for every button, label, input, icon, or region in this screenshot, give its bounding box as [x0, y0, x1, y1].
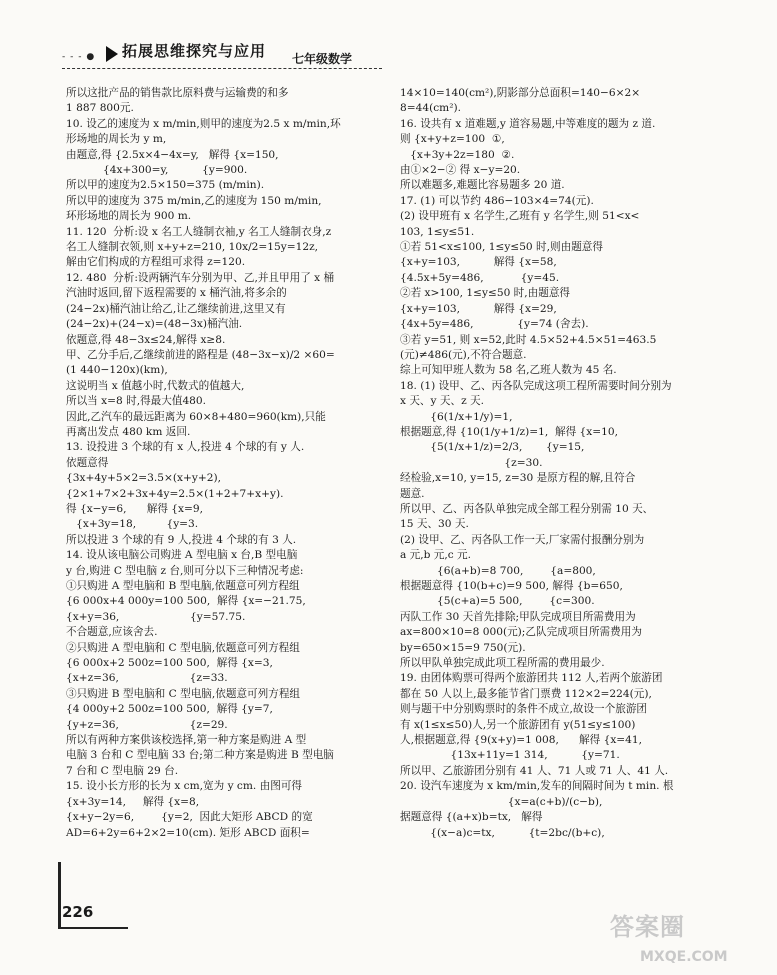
- text-line: 题意.: [400, 487, 425, 500]
- text-line: {6 000x+4 000y=100 500, 解得 {x=−21.75,: [66, 595, 306, 608]
- text-line: {3x+4y+5×2=3.5×(x+y+2),: [66, 472, 221, 485]
- text-line: (1 440−120x)(km),: [66, 364, 168, 377]
- text-line: {6(a+b)=8 700, {a=800,: [400, 564, 596, 577]
- grade-label: 七年级数学: [292, 52, 353, 66]
- text-line: 丙队工作 30 天首先排除;甲队完成项目所需费用为: [400, 610, 636, 623]
- text-line: {2×1+7×2+3x+4y=2.5×(1+2+7+x+y).: [66, 487, 284, 500]
- text-line: 所以当 x=8 时,得最大值480.: [66, 395, 207, 408]
- text-line: 则 {x+y+z=100 ①,: [400, 133, 505, 146]
- text-line: 所以投进 3 个球的有 9 人,投进 4 个球的有 3 人.: [66, 533, 297, 546]
- text-line: 人,根据题意,得 {9(x+y)=1 008, 解得 {x=41,: [400, 734, 643, 747]
- page-header: [62, 38, 382, 78]
- text-line: 13. 设投进 3 个球的有 x 人,投进 4 个球的有 y 人.: [66, 441, 305, 454]
- text-line: 18. (1) 设甲、乙、丙各队完成这项工程所需要时间分别为: [400, 379, 672, 392]
- text-line: {x+3y+2z=180 ②.: [400, 148, 515, 161]
- text-line: 10. 设乙的速度为 x m/min,则甲的速度为2.5 x m/min,环: [66, 117, 341, 130]
- header-rule: [62, 68, 382, 69]
- text-line: 所以难题多,难题比容易题多 20 道.: [400, 179, 565, 192]
- text-line: 形场地的周长为 y m,: [66, 133, 167, 146]
- text-line: ③若 y=51, 则 x=52,此时 4.5×52+4.5×51=463.5: [400, 333, 657, 346]
- text-line: 依题意,得 48−3x≤24,解得 x≥8.: [66, 333, 226, 346]
- text-line: ①若 51<x≤100, 1≤y≤50 时,则由题意得: [400, 241, 603, 254]
- text-line: 15. 设小长方形的长为 x cm,宽为 y cm. 由图可得: [66, 780, 303, 793]
- text-line: 14×10=140(cm²),阴影部分总面积=140−6×2×: [400, 87, 641, 99]
- watermark-url: MXQE.COM: [640, 949, 728, 965]
- text-line: y 台,购进 C 型电脑 z 台,则可分以下三种情况考虑:: [66, 564, 304, 577]
- text-line: {13x+11y=1 314, {y=71.: [400, 749, 620, 762]
- text-line: 1 887 800元.: [66, 102, 134, 115]
- text-line: AD=6+2y=6+2×2=10(cm). 矩形 ABCD 面积=: [66, 826, 310, 839]
- header-dots: - - - ●: [62, 52, 96, 62]
- series-title: 拓展思维探究与应用: [122, 42, 267, 60]
- text-line: {4 000y+2 500z=100 500, 解得 {y=7,: [66, 703, 273, 716]
- text-line: {5(c+a)=5 500, {c=300.: [400, 595, 595, 608]
- text-line: 由①×2−② 得 x−y=20.: [400, 164, 521, 177]
- text-line: {z=30.: [400, 456, 543, 469]
- text-line: 所以有两种方案供该校选择,第一种方案是购进 A 型: [66, 734, 307, 747]
- text-line: {4x+300=y, {y=900.: [66, 164, 248, 177]
- text-line: 所以甲的速度为2.5×150=375 (m/min).: [66, 179, 265, 192]
- text-line: (2) 设甲班有 x 名学生,乙班有 y 名学生,则 51<x<: [400, 210, 640, 223]
- text-line: {x+y=36, {y=57.75.: [66, 610, 246, 623]
- text-line: 甲、乙分手后,乙继续前进的路程是 (48−3x−x)/2 ×60=: [66, 348, 335, 361]
- text-line: 有 x(1≤x≤50)人,另一个旅游团有 y(51≤y≤100): [400, 718, 636, 731]
- arrow-icon: [106, 46, 118, 62]
- text-line: 所以甲的速度为 375 m/min,乙的速度为 150 m/min,: [66, 194, 322, 207]
- text-line: 15 天、30 天.: [400, 518, 469, 531]
- text-line: 则与题干中分别购票时的条件不成立,故设一个旅游团: [400, 703, 648, 716]
- text-line: 所以这批产品的销售款比原料费与运输费的和多: [66, 87, 289, 99]
- text-line: 16. 设共有 x 道难题,y 道容易题,中等难度的题为 z 道.: [400, 117, 656, 130]
- text-line: 都在 50 人以上,最多能节省门票费 112×2=224(元),: [400, 687, 652, 700]
- text-line: (24−2x)桶汽油让给乙,让乙继续前进,这里又有: [66, 302, 286, 315]
- page-number: 226: [62, 903, 94, 921]
- text-line: 17. (1) 可以节约 486−103×4=74(元).: [400, 194, 594, 207]
- text-line: 7 台和 C 型电脑 29 台.: [66, 764, 179, 777]
- left-column: [66, 86, 386, 841]
- text-line: 解由它们构成的方程组可求得 z=120.: [66, 256, 246, 269]
- page-number-bar: [58, 862, 61, 928]
- text-line: {x+3y=14, 解得 {x=8,: [66, 795, 200, 808]
- text-line: 汽油时返回,留下返程需要的 x 桶汽油,将多余的: [66, 287, 287, 300]
- text-line: ②只购进 A 型电脑和 C 型电脑,依题意可列方程组: [66, 641, 300, 654]
- text-line: 14. 设从该电脑公司购进 A 型电脑 x 台,B 型电脑: [66, 549, 298, 562]
- text-line: 综上可知甲班人数为 58 名,乙班人数为 45 名.: [400, 364, 617, 377]
- text-line: 12. 480 分析:设两辆汽车分别为甲、乙,并且甲用了 x 桶: [66, 271, 335, 284]
- text-line: {x+z=36, {z=33.: [66, 672, 228, 685]
- text-line: 再离出发点 480 km 返回.: [66, 425, 191, 438]
- text-line: {4x+5y=486, {y=74 (舍去).: [400, 318, 589, 331]
- text-line: 11. 120 分析:设 x 名工人缝制衣袖,y 名工人缝制衣身,z: [66, 225, 332, 238]
- text-line: ①只购进 A 型电脑和 B 型电脑,依题意可列方程组: [66, 580, 300, 592]
- text-line: 所以甲队单独完成此项工程所需的费用最少.: [400, 657, 605, 670]
- text-line: {y+z=36, {z=29.: [66, 718, 228, 731]
- text-line: 20. 设汽车速度为 x km/min,发车的间隔时间为 t min. 根: [400, 780, 674, 793]
- text-line: 8=44(cm²).: [400, 102, 461, 115]
- text-line: 得 {x−y=6, 解得 {x=9,: [66, 502, 203, 515]
- text-line: {6 000x+2 500z=100 500, 解得 {x=3,: [66, 657, 273, 670]
- watermark: 答案圈: [610, 913, 685, 941]
- text-line: 经检验,x=10, y=15, z=30 是原方程的解,且符合: [400, 472, 636, 485]
- text-line: ③只购进 B 型电脑和 C 型电脑,依题意可列方程组: [66, 687, 301, 700]
- text-line: {(x−a)c=tx, {t=2bc/(b+c),: [400, 826, 605, 839]
- right-column: [400, 86, 720, 841]
- text-line: 根据题意得 {10(b+c)=9 500, 解得 {b=650,: [400, 580, 623, 592]
- text-line: 所以甲、乙、丙各队单独完成全部工程分别需 10 天、: [400, 502, 654, 515]
- text-line: by=650×15=9 750(元).: [400, 641, 526, 654]
- text-line: 19. 由团体购票可得两个旅游团共 112 人,若两个旅游团: [400, 672, 663, 685]
- text-line: 这说明当 x 值越小时,代数式的值越大,: [66, 379, 245, 392]
- text-line: (2) 设甲、乙、丙各队工作一天,厂家需付报酬分别为: [400, 533, 645, 546]
- text-line: 根据题意,得 {10(1/y+1/z)=1, 解得 {x=10,: [400, 425, 618, 438]
- text-line: 名工人缝制衣领,则 x+y+z=210, 10x/2=15y=12z,: [66, 241, 319, 254]
- text-line: ②若 x>100, 1≤y≤50 时,由题意得: [400, 287, 571, 300]
- text-line: {x+y=103, 解得 {x=58,: [400, 256, 557, 269]
- text-line: x 天、y 天、z 天.: [400, 395, 484, 408]
- page-number-rule: [58, 927, 128, 929]
- text-line: 依题意得: [66, 456, 109, 469]
- text-line: 由题意,得 {2.5x×4−4x=y, 解得 {x=150,: [66, 148, 279, 161]
- text-line: 因此,乙汽车的最远距离为 60×8+480=960(km),只能: [66, 410, 326, 423]
- text-line: (24−2x)+(24−x)=(48−3x)桶汽油.: [66, 318, 243, 331]
- text-line: 电脑 3 台和 C 型电脑 33 台;第二种方案是购进 B 型电脑: [66, 749, 334, 762]
- text-line: (元)≠486(元),不符合题意.: [400, 348, 527, 361]
- text-line: 所以甲、乙旅游团分别有 41 人、71 人或 71 人、41 人.: [400, 764, 669, 777]
- text-line: {4.5x+5y=486, {y=45.: [400, 271, 560, 284]
- text-line: ax=800×10=8 000(元);乙队完成项目所需费用为: [400, 626, 642, 639]
- text-line: a 元,b 元,c 元.: [400, 549, 472, 562]
- text-line: 据题意得 {(a+x)b=tx, 解得: [400, 811, 543, 824]
- text-line: 103, 1≤y≤51.: [400, 225, 475, 238]
- text-line: {x+y−2y=6, {y=2, 因此大矩形 ABCD 的宽: [66, 811, 313, 824]
- text-line: 不合题意,应该舍去.: [66, 626, 158, 639]
- text-line: {x+y=103, 解得 {x=29,: [400, 302, 557, 315]
- text-line: 环形场地的周长为 900 m.: [66, 210, 192, 223]
- text-line: {5(1/x+1/z)=2/3, {y=15,: [400, 441, 585, 454]
- text-line: {6(1/x+1/y)=1,: [400, 410, 513, 423]
- text-line: {x+3y=18, {y=3.: [66, 518, 199, 531]
- text-line: {x=a(c+b)/(c−b),: [400, 795, 603, 808]
